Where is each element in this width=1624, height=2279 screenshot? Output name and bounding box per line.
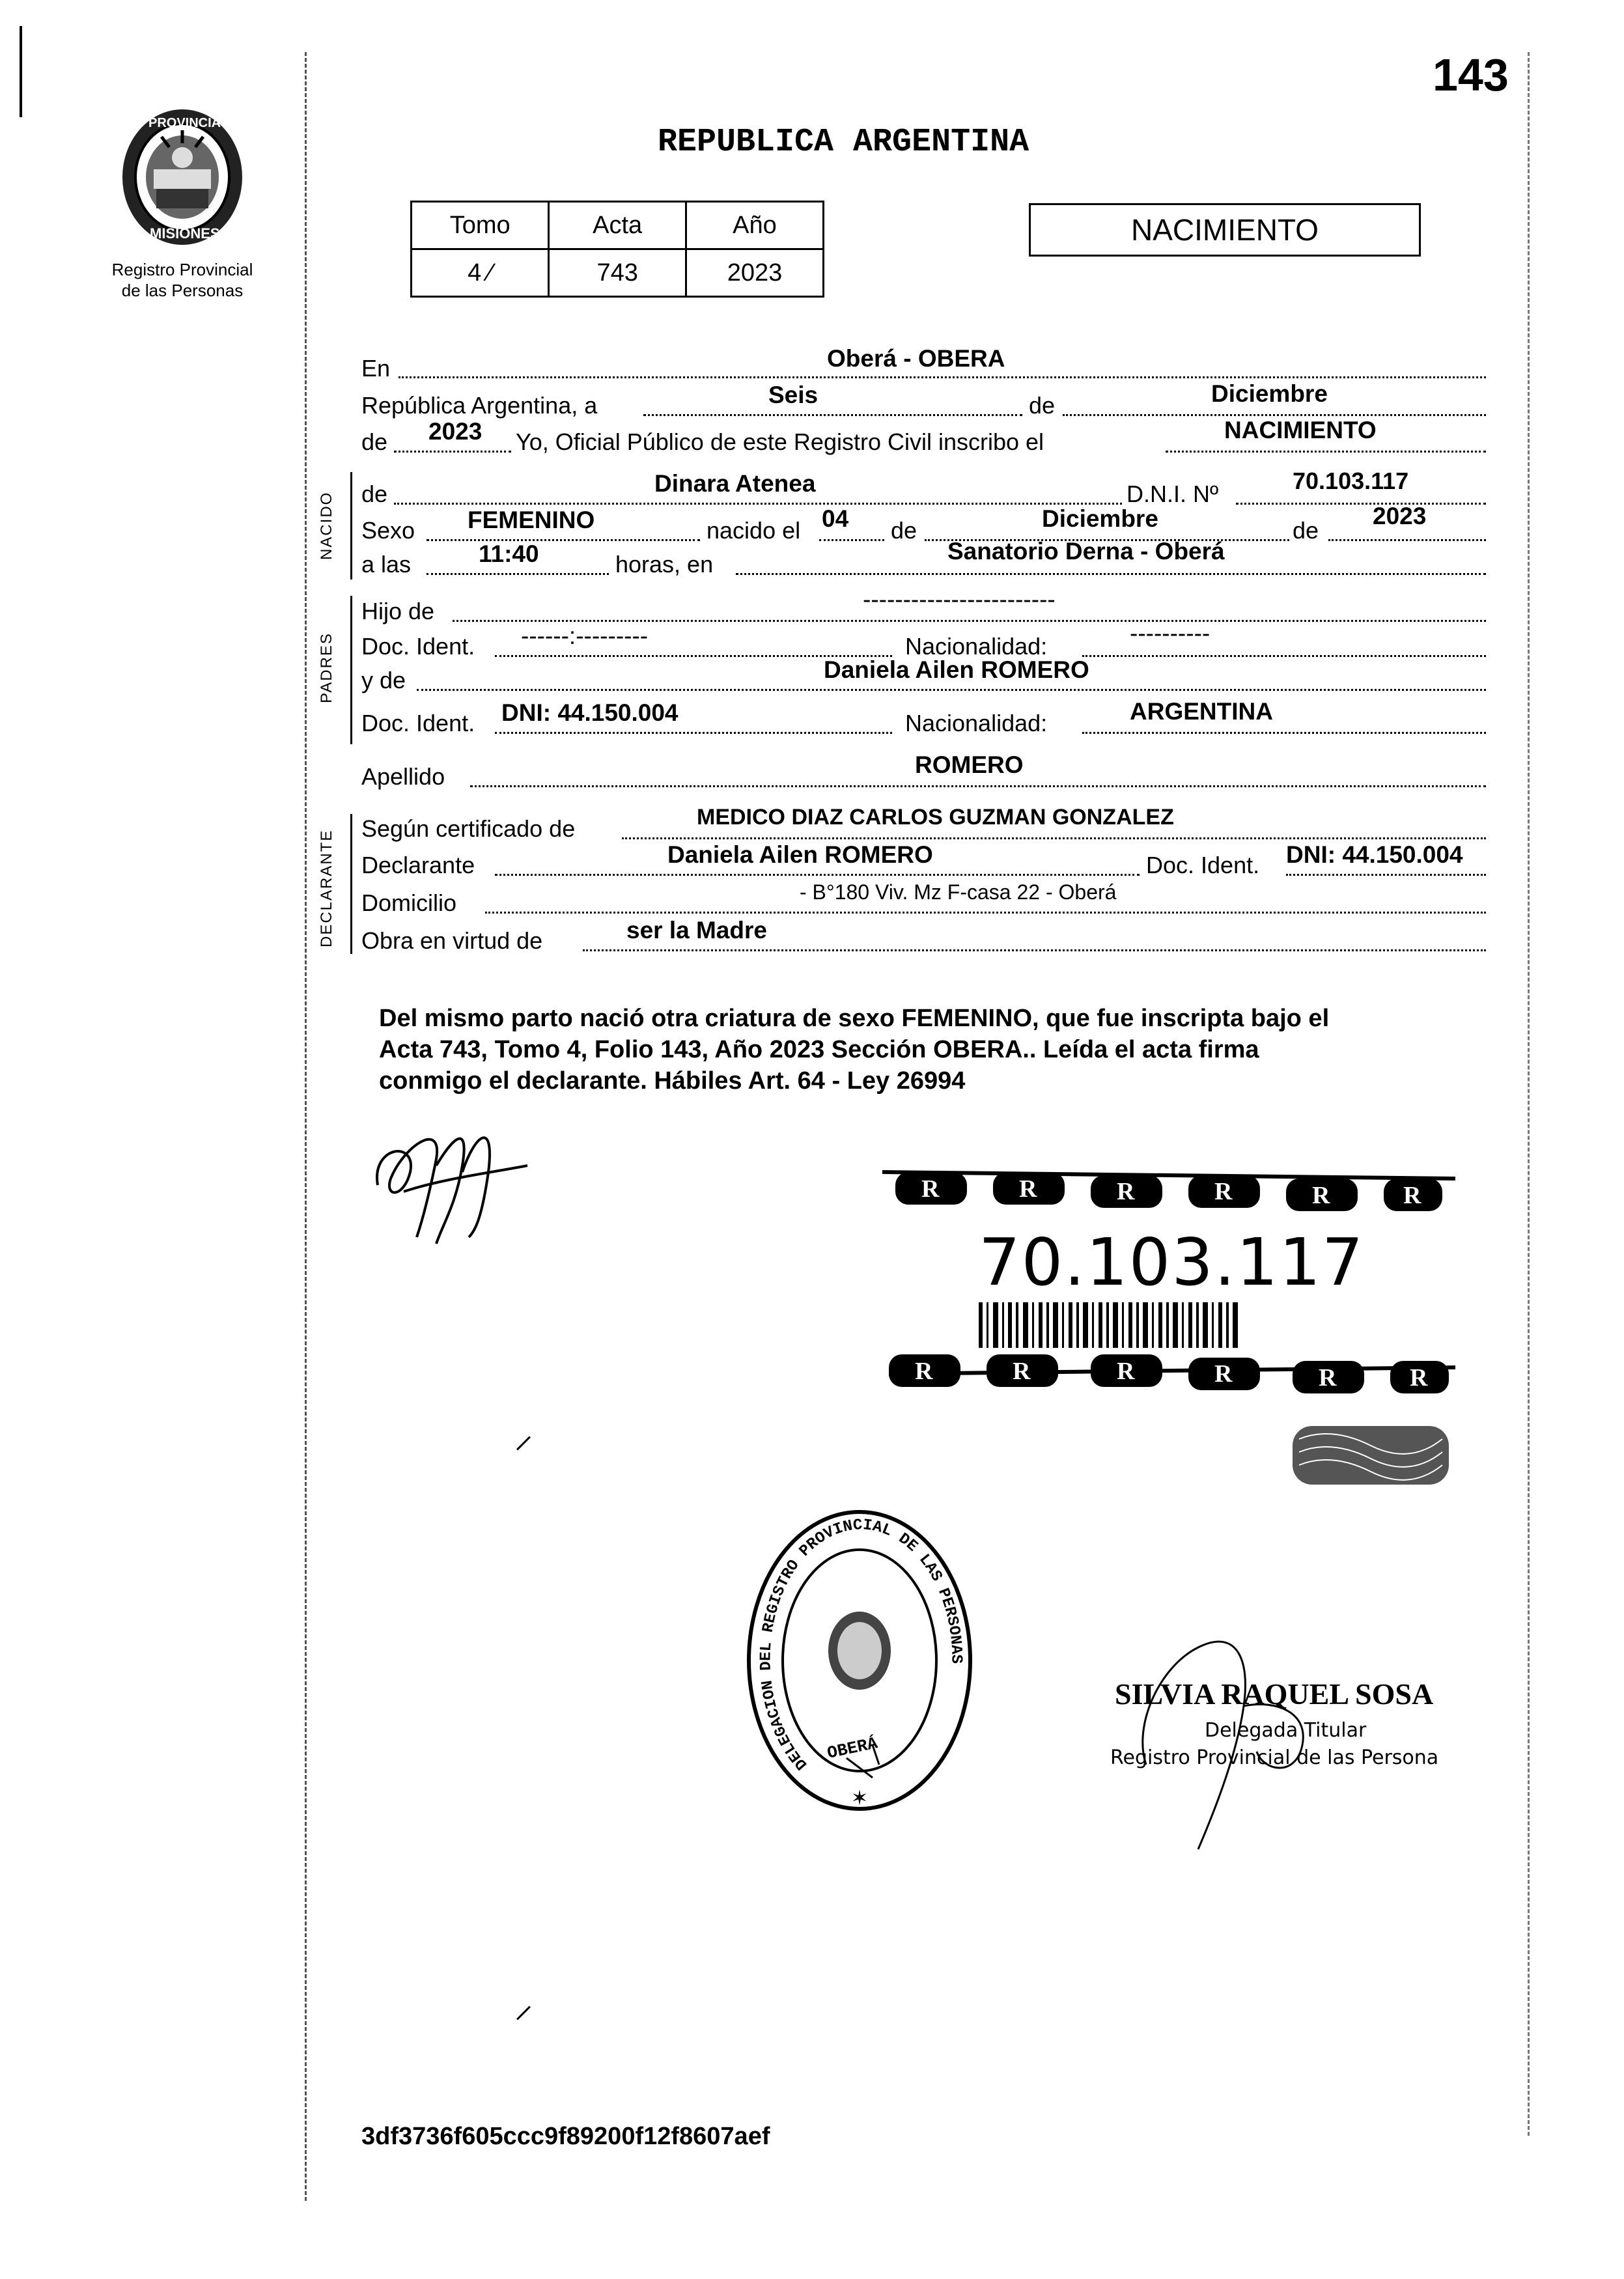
madre-value: Daniela Ailen ROMERO — [824, 656, 1089, 683]
svg-text:R: R — [1013, 1358, 1031, 1385]
nombre-value: Dinara Atenea — [654, 470, 816, 497]
record-header-tomo: Tomo — [412, 202, 549, 249]
document-title: REPUBLICA ARGENTINA — [658, 124, 1029, 161]
nac-madre-value: ARGENTINA — [1130, 698, 1273, 725]
nac-dia-dots — [819, 539, 884, 541]
nacido-side-rule — [350, 472, 352, 580]
doc-decl-label: Doc. Ident. — [1146, 852, 1260, 878]
nac-madre-label: Nacionalidad: — [905, 710, 1048, 736]
dni-label: D.N.I. Nº — [1127, 481, 1219, 507]
doc-madre-label: Doc. Ident. — [361, 710, 475, 736]
hijo-label: Hijo de — [361, 598, 435, 624]
anio-value: 2023 — [428, 418, 483, 445]
declarant-signature — [365, 1107, 534, 1257]
doc-madre-value: DNI: 44.150.004 — [501, 699, 679, 726]
svg-text:R: R — [1117, 1358, 1135, 1385]
svg-text:R: R — [1312, 1182, 1330, 1209]
record-table-value-row — [412, 249, 824, 297]
page-number: 143 — [1433, 49, 1509, 100]
note-line-3: conmigo el declarante. Hábiles Art. 64 - Ley 26994 — [379, 1067, 966, 1095]
lugar-dots — [736, 573, 1486, 575]
side-label-declarante: DECLARANTE — [318, 829, 335, 947]
declarante-dots — [495, 874, 1140, 876]
segun-dots — [622, 837, 1486, 839]
apellido-label: Apellido — [361, 763, 445, 790]
republica-dots-1 — [643, 414, 1022, 416]
side-label-nacido: NACIDO — [318, 491, 335, 560]
en-dots — [399, 376, 1486, 378]
svg-text:R: R — [1214, 1360, 1233, 1388]
svg-text:✶: ✶ — [850, 1786, 869, 1810]
sexo-value: FEMENINO — [468, 507, 595, 533]
alas-label: a las — [361, 551, 412, 578]
official-org: Registro Provincial de las Persona — [1110, 1746, 1439, 1769]
obra-dots — [583, 949, 1486, 951]
nac-padre-label: Nacionalidad: — [905, 633, 1048, 660]
record-header-anio: Año — [686, 202, 823, 249]
record-value-acta: 743 — [549, 249, 686, 297]
seal-text-top: PROVINCIA DE — [148, 116, 242, 130]
yde-label: y de — [361, 667, 406, 693]
seal-text-bottom: MISIONES — [150, 225, 220, 242]
svg-text:R: R — [1117, 1178, 1135, 1205]
hijo-value: ------------------------ — [863, 586, 1056, 613]
declarante-side-rule — [350, 814, 352, 954]
en-value: Oberá - OBERA — [827, 345, 1005, 372]
nacido-label: nacido el — [707, 517, 801, 544]
doc-decl-dots — [1286, 874, 1486, 876]
de2-label: de — [361, 428, 388, 455]
declarante-value: Daniela Ailen ROMERO — [667, 841, 933, 868]
de3-label: de — [361, 481, 388, 507]
dni-dots — [1236, 503, 1486, 505]
hijo-dots — [453, 620, 1486, 622]
dia-value: Seis — [768, 382, 819, 408]
official-name: SILVIA RAQUEL SOSA — [1115, 1677, 1434, 1711]
seal-caption-line-1: Registro Provincial — [111, 260, 253, 279]
doc-decl-value: DNI: 44.150.004 — [1286, 841, 1463, 868]
security-sticker — [876, 1153, 1462, 1491]
scan-edge-right — [1528, 52, 1530, 2136]
svg-text:R: R — [1410, 1364, 1428, 1391]
record-header-acta: Acta — [549, 202, 686, 249]
nac-mes-value: Diciembre — [1042, 505, 1158, 532]
side-label-padres: PADRES — [318, 632, 335, 703]
madre-dots — [417, 689, 1486, 691]
sexo-label: Sexo — [361, 517, 415, 544]
hora-value: 11:40 — [479, 540, 539, 567]
horas-label: horas, en — [615, 551, 714, 578]
tipo-dots — [1166, 451, 1486, 453]
seal-caption-line-2: de las Personas — [121, 281, 244, 300]
doc-madre-dots — [495, 732, 892, 734]
sticker-number: 70.103.117 — [979, 1224, 1365, 1300]
nac-dia-value: 04 — [822, 505, 849, 532]
padres-side-rule — [350, 596, 352, 744]
note-paragraph — [379, 1003, 1486, 1097]
dni-value: 70.103.117 — [1293, 468, 1409, 494]
republica-dots-2 — [1063, 414, 1486, 416]
segun-value: MEDICO DIAZ CARLOS GUZMAN GONZALEZ — [697, 805, 1174, 830]
apellido-value: ROMERO — [915, 751, 1024, 778]
scan-edge-left — [20, 26, 22, 117]
official-role: Delegada Titular — [1205, 1719, 1367, 1742]
declarante-label: Declarante — [361, 852, 475, 878]
nac-padre-dots — [1082, 655, 1486, 657]
nac-anio-value: 2023 — [1373, 503, 1427, 529]
nombre-dots — [394, 503, 1122, 505]
tipo-value: NACIMIENTO — [1224, 417, 1377, 443]
provincial-seal — [111, 104, 254, 254]
anio-dots — [394, 451, 511, 453]
obra-label: Obra en virtud de — [361, 927, 543, 954]
inscribo-label: Yo, Oficial Público de este Registro Civil inscribo el — [516, 428, 1044, 455]
en-label: En — [361, 355, 391, 382]
sticker-background — [876, 1153, 1462, 1491]
nac-padre-value: ---------- — [1130, 620, 1211, 647]
domicilio-dots — [485, 912, 1486, 914]
domicilio-label: Domicilio — [361, 889, 457, 916]
de4-label: de — [891, 517, 917, 544]
domicilio-value: - B°180 Viv. Mz F-casa 22 - Oberá — [800, 880, 1117, 904]
mes-value: Diciembre — [1211, 380, 1328, 407]
record-type-box: NACIMIENTO — [1029, 203, 1421, 257]
scan-edge-margin — [305, 52, 307, 2201]
doc-padre-label: Doc. Ident. — [361, 633, 475, 660]
record-value-anio: 2023 — [686, 249, 823, 297]
record-table-header-row — [412, 202, 824, 249]
segun-label: Según certificado de — [361, 815, 576, 842]
apellido-dots — [470, 785, 1486, 787]
note-line-1: Del mismo parto nació otra criatura de sexo FEMENINO, que fue inscripta bajo el — [379, 1005, 1330, 1032]
de5-label: de — [1293, 517, 1319, 544]
record-value-tomo: 4 ⁄ — [412, 249, 549, 297]
nac-anio-dots — [1328, 539, 1486, 541]
hora-dots — [427, 573, 609, 575]
doc-padre-value: ------:--------- — [521, 622, 649, 649]
record-table — [410, 201, 824, 298]
svg-text:R: R — [921, 1175, 940, 1203]
sexo-dots — [427, 539, 700, 541]
footer-hash: 3df3736f605ccc9f89200f12f8607aef — [361, 2123, 770, 2150]
stamp-city: OBERÁ — [825, 1733, 880, 1763]
nac-madre-dots — [1082, 732, 1486, 734]
seal-caption — [85, 259, 280, 301]
de-label: de — [1029, 392, 1056, 419]
delegation-stamp-seal-icon — [742, 1504, 977, 1817]
republica-label: República Argentina, a — [361, 392, 598, 419]
note-line-2: Acta 743, Tomo 4, Folio 143, Año 2023 Sección OBERA.. Leída el acta firma — [379, 1036, 1259, 1063]
svg-text:R: R — [1214, 1178, 1233, 1205]
stamp-arc-text: DELEGACION DEL REGISTRO PROVINCIAL DE LAS PERSONAS — [757, 1517, 965, 1773]
svg-text:R: R — [1403, 1182, 1421, 1209]
svg-text:R: R — [1319, 1364, 1337, 1391]
lugar-value: Sanatorio Derna - Oberá — [947, 538, 1225, 565]
obra-value: ser la Madre — [626, 917, 767, 944]
svg-text:R: R — [915, 1358, 933, 1385]
svg-text:R: R — [1019, 1175, 1037, 1203]
delegation-stamp — [742, 1504, 977, 1817]
